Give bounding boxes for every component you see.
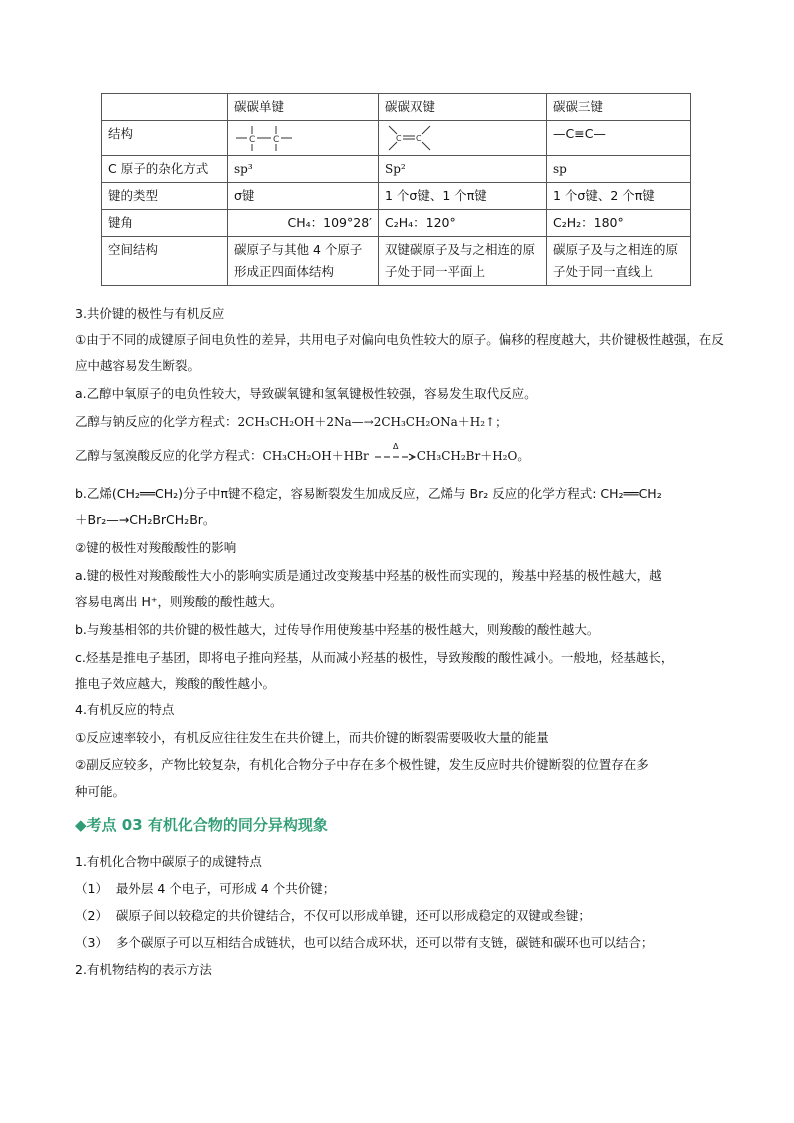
list-number: （2）	[75, 908, 108, 923]
row-label: 结构	[102, 121, 228, 156]
table-row	[102, 121, 691, 156]
paragraph: 容易电离出 H⁺，则羧酸的酸性越大。	[75, 594, 283, 609]
row-label: 空间结构	[102, 237, 228, 286]
table-row	[102, 237, 691, 286]
section-heading: 4.有机反应的特点	[75, 702, 175, 717]
table-row	[102, 156, 691, 183]
table-header-cell	[102, 94, 228, 121]
table-cell: 碳原子与其他 4 个原子形成正四面体结构	[228, 237, 379, 286]
table-cell: sp³	[228, 156, 379, 183]
table-header-cell: 碳碳双键	[379, 94, 547, 121]
paragraph: a.乙醇中氧原子的电负性较大，导致碳氧键和氢氧键极性较强，容易发生取代反应。	[75, 386, 537, 401]
list-text: 多个碳原子可以互相结合成链状，也可以结合成环状，还可以带有支链，碳链和碳环也可以结合；	[115, 935, 654, 950]
svg-text:C: C	[416, 134, 422, 143]
table-cell: σ键	[228, 183, 379, 210]
equation-left: CH₃CH₂OH＋HBr	[262, 449, 369, 463]
single-bond-structure-diagram	[234, 123, 294, 153]
paragraph: 推电子效应越大，羧酸的酸性越小。	[75, 676, 276, 691]
paragraph: ②键的极性对羧酸酸性的影响	[75, 540, 237, 555]
heating-arrow	[373, 441, 417, 464]
list-text: 碳原子间以较稳定的共价键结合，不仅可以形成单键，还可以形成稳定的双键或叁键；	[115, 908, 591, 923]
table-header-row	[102, 94, 691, 121]
double-bond-structure	[379, 121, 547, 156]
paragraph: c.烃基是推电子基团，即将电子推向羟基，从而减小羟基的极性，导致羧酸的酸性减小。一般地，烃基越长，	[75, 650, 674, 665]
single-bond-structure	[228, 121, 379, 156]
double-bond-structure-diagram	[385, 123, 435, 153]
table-cell: C₂H₂：180°	[547, 210, 691, 237]
list-item	[75, 930, 725, 956]
table-row	[102, 210, 691, 237]
row-label: 键角	[102, 210, 228, 237]
paragraph: b.与羧基相邻的共价键的极性越大，过传导作用使羧基中羟基的极性越大，则羧酸的酸性越大。	[75, 622, 600, 637]
paragraph: ①由于不同的成键原子间电负性的差异，共用电子对偏向电负性较大的原子。偏移的程度越大，共价键极性越强，在反应中越容易发生断裂。	[75, 332, 724, 373]
equation-label: 乙醇与氢溴酸反应的化学方程式：	[75, 448, 263, 463]
list-number: （3）	[75, 935, 108, 950]
equation-label: 乙醇与钠反应的化学方程式：	[75, 414, 238, 429]
equation-line	[75, 409, 725, 435]
table-header-cell: 碳碳三键	[547, 94, 691, 121]
paragraph: ＋Br₂—→CH₂BrCH₂Br。	[75, 512, 216, 527]
table-cell: CH₄：109°28′	[228, 210, 379, 237]
svg-text:C: C	[273, 135, 280, 145]
table-cell: C₂H₄：120°	[379, 210, 547, 237]
list-item	[75, 903, 725, 929]
section-heading: 3.共价键的极性与有机反应	[75, 306, 225, 321]
paragraph: ②副反应较多，产物比较复杂，有机化合物分子中存在多个极性键，发生反应时共价键断裂的位置存在多	[75, 757, 649, 772]
table-cell: 碳原子及与之相连的原子处于同一直线上	[547, 237, 691, 286]
table-cell: 1 个σ键、2 个π键	[547, 183, 691, 210]
svg-text:C: C	[249, 135, 256, 145]
paragraph: b.乙烯(CH₂══CH₂)分子中π键不稳定，容易断裂发生加成反应，乙烯与 Br₂ 反应的化学方程式: CH₂══CH₂	[75, 486, 662, 501]
paragraph: ①反应速率较小，有机反应往往发生在共价键上，而共价键的断裂需要吸收大量的能量	[75, 730, 549, 745]
paragraph: 2.有机物结构的表示方法	[75, 962, 212, 977]
arrow-icon	[373, 442, 417, 466]
row-label: 键的类型	[102, 183, 228, 210]
triple-bond-structure: —C≡C—	[547, 121, 691, 156]
row-label: C 原子的杂化方式	[102, 156, 228, 183]
table-row	[102, 183, 691, 210]
svg-text:C: C	[396, 134, 402, 143]
table-cell: 双键碳原子及与之相连的原子处于同一平面上	[379, 237, 547, 286]
paragraph: 种可能。	[75, 784, 126, 799]
delta-symbol: Δ	[392, 441, 399, 451]
list-text: 最外层 4 个电子，可形成 4 个共价键；	[115, 881, 336, 896]
paragraph: a.键的极性对羧酸酸性大小的影响实质是通过改变羧基中羟基的极性而实现的，羧基中羟基的极性越大，越	[75, 568, 662, 583]
table-cell: 1 个σ键、1 个π键	[379, 183, 547, 210]
equation-right: CH₃CH₂Br＋H₂O。	[416, 449, 530, 463]
equation-line	[75, 443, 725, 469]
list-number: （1）	[75, 881, 108, 896]
list-item	[75, 876, 725, 902]
table-cell: sp	[547, 156, 691, 183]
table-cell: Sp²	[379, 156, 547, 183]
table-header-cell: 碳碳单键	[228, 94, 379, 121]
topic-heading: ◆考点 03 有机化合物的同分异构现象	[75, 816, 328, 834]
paragraph: 1.有机化合物中碳原子的成键特点	[75, 854, 262, 869]
bond-comparison-table	[101, 93, 691, 286]
equation: 2CH₃CH₂OH＋2Na—→2CH₃CH₂ONa＋H₂↑；	[237, 415, 508, 429]
